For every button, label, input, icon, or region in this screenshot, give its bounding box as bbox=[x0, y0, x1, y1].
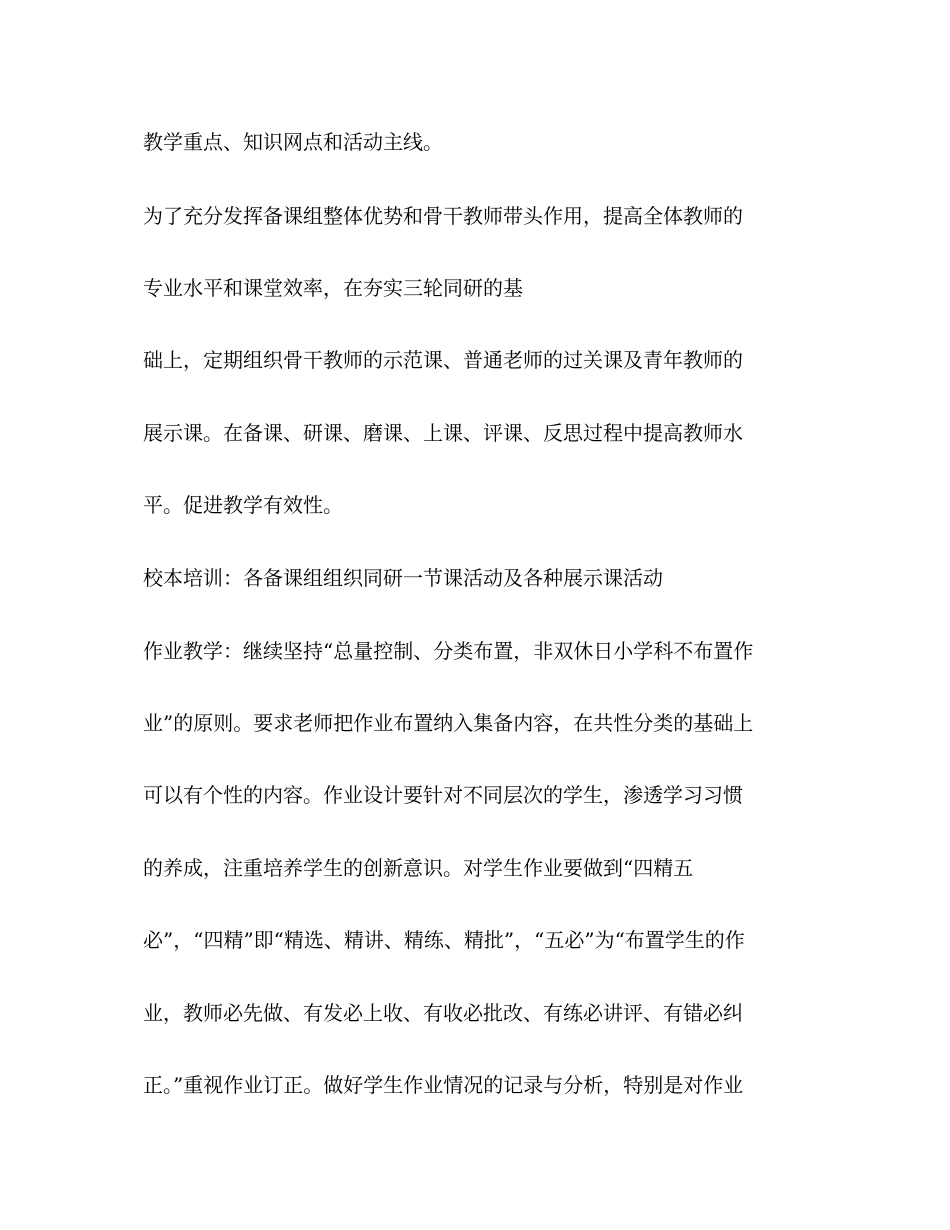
text-line: 础上，定期组织骨干教师的示范课、普通老师的过关课及青年教师的 bbox=[143, 348, 743, 372]
text-line: 专业水平和课堂效率，在夯实三轮同研的基 bbox=[143, 276, 523, 300]
text-line: 可以有个性的内容。作业设计要针对不同层次的学生，渗透学习习惯 bbox=[143, 783, 743, 807]
text-line: 必”，“四精”即“精选、精讲、精练、精批”，“五必”为“布置学生的作 bbox=[143, 928, 745, 952]
text-line: 正。”重视作业订正。做好学生作业情况的记录与分析，特别是对作业 bbox=[143, 1073, 744, 1097]
text-line: 作业教学：继续坚持“总量控制、分类布置，非双休日小学科不布置作 bbox=[143, 639, 754, 663]
text-line: 平。促进教学有效性。 bbox=[143, 493, 343, 517]
text-line: 展示课。在备课、研课、磨课、上课、评课、反思过程中提高教师水 bbox=[143, 421, 743, 445]
text-line: 业，教师必先做、有发必上收、有收必批改、有练必讲评、有错必纠 bbox=[143, 1001, 743, 1025]
text-line: 教学重点、知识网点和活动主线。 bbox=[143, 130, 443, 154]
text-line: 的养成，注重培养学生的创新意识。对学生作业要做到“四精五 bbox=[143, 856, 694, 880]
text-line: 校本培训：各备课组组织同研一节课活动及各种展示课活动 bbox=[143, 566, 663, 590]
text-line: 为了充分发挥备课组整体优势和骨干教师带头作用，提高全体教师的 bbox=[143, 204, 743, 228]
text-line: 业”的原则。要求老师把作业布置纳入集备内容，在共性分类的基础上 bbox=[143, 711, 754, 735]
